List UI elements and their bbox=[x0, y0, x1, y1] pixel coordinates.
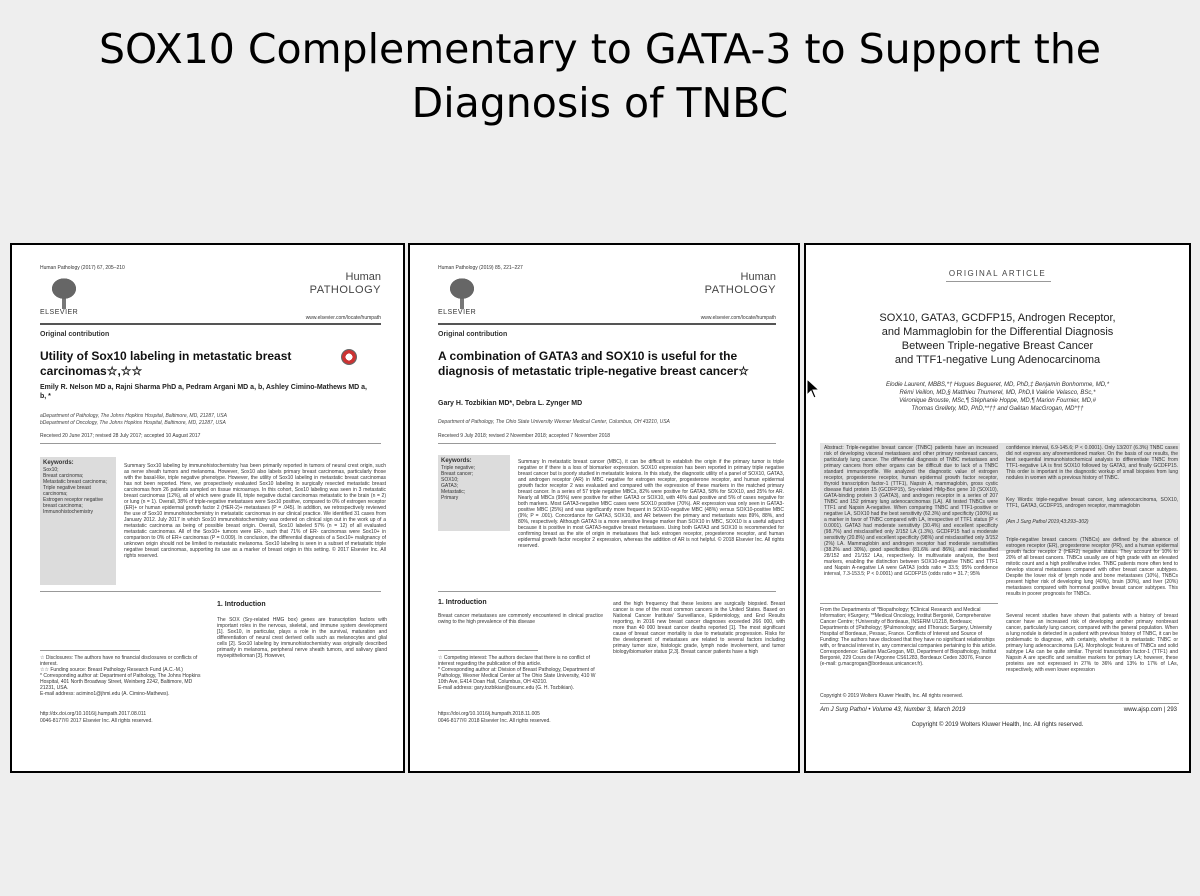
brand-line-1: Human bbox=[740, 271, 776, 283]
footnote: E-mail address: gary.tozbikian@osumc.edu (G. H. Tozbikian). bbox=[438, 685, 575, 691]
journal-brand bbox=[705, 271, 776, 297]
authors: Emily R. Nelson MD a, Rajni Sharma PhD a, Pedram Argani MD a, b, Ashley Cimino-Mathews MD a, b, * bbox=[40, 384, 367, 400]
journal-brand bbox=[310, 271, 381, 297]
affiliation-1: aDepartment of Pathology, The Johns Hopkins Hospital, Baltimore, MD, 21287, USA bbox=[40, 413, 227, 419]
introduction-text: Breast cancer metastases are commonly encountered in clinical practice owing to the high prevalence of this disease bbox=[438, 613, 603, 625]
keyword: Sox10; bbox=[43, 467, 59, 473]
keyword: GATA3; bbox=[441, 483, 459, 489]
section-label: ORIGINAL ARTICLE bbox=[948, 269, 1047, 278]
copyright-bottom: Copyright © 2019 Wolters Kluwer Health, Inc. All rights reserved. bbox=[911, 722, 1084, 728]
title-line: Between Triple-negative Breast Cancer bbox=[901, 340, 1094, 352]
affiliation-1: Department of Pathology, The Ohio State University Wexner Medical Center, Columbus, OH 43210, USA bbox=[438, 419, 670, 425]
abstract-column-2: confidence interval, 6.9-145.6; P < 0.0001). Only 13/207 (6.3%) TNBC cases did not express any aforementioned marker. On the basis of our results, the best sequential immunohistochemical analysis to differentiate TNBC from TTF1-negative LA is first SOX10 followed by GATA3, and finally GCDFP15. This order is important in the diagnostic workup of small biopsies from lung nodules in women with a previous history of TNBC. bbox=[1006, 445, 1178, 481]
body-text: Triple-negative breast cancers (TNBCs) are defined by the absence of estrogen receptor (ER), progesterone receptor (PR), and a human epidermal growth factor receptor 2 (HER2) negative status. They account for 10% to 20% of all breast cancers. TNBCs usually are of high grade with an elevated mitotic count and a high proliferative index. TNBC patients more often tend to develop visceral metastases compared with other breast cancer subtypes. Despite the lower risk of lymph node and bone metastases (10%), TNBCs present higher risk of developing lung (40%), brain (30%), and liver (20%) metastases compared with hormonal positive breast cancer subtypes. This results in poorer prognosis for TNBCs. bbox=[1006, 537, 1178, 597]
footer-journal: Am J Surg Pathol • Volume 43, Number 3, March 2019 bbox=[820, 707, 966, 713]
keyword: Metastatic breast carcinoma; bbox=[43, 479, 107, 485]
affiliation-rule bbox=[820, 603, 998, 604]
title-line: SOX10, GATA3, GCDFP15, Androgen Receptor, bbox=[879, 312, 1116, 324]
header-rule bbox=[40, 323, 381, 325]
section-label: Original contribution bbox=[438, 331, 508, 338]
keyword: SOX10; bbox=[441, 477, 459, 483]
keyword: Metastatic; bbox=[441, 489, 466, 495]
journal-url: www.elsevier.com/locate/humpath bbox=[305, 315, 381, 321]
article-title: A combination of GATA3 and SOX10 is useful for the diagnosis of metastatic triple-negative breast cancer☆ bbox=[438, 349, 749, 378]
citation: (Am J Surg Pathol 2019;43:293–302) bbox=[1006, 519, 1089, 525]
author-line: Elodie Laurent, MBBS,*† Hugues Begueret, MD, PhD,‡ Benjamin Bonhomme, MD,* bbox=[885, 382, 1110, 388]
keyword: Breast cancer; bbox=[441, 471, 474, 477]
doi-link[interactable]: http://dx.doi.org/10.1016/j.humpath.2017.08.011 bbox=[40, 711, 147, 717]
footnote: E-mail address: acimino1@jhmi.edu (A. Cimino-Mathews). bbox=[40, 691, 170, 697]
affiliation-2: bDepartment of Oncology, The Johns Hopkins Hospital, Baltimore, MD, 21287, USA bbox=[40, 420, 226, 426]
copyright-note: Copyright © 2019 Wolters Kluwer Health, Inc. All rights reserved. bbox=[820, 693, 964, 699]
keyword: Immunohistochemistry bbox=[43, 509, 94, 515]
keyword: Breast carcinoma; bbox=[43, 473, 84, 479]
slide-title bbox=[0, 22, 1200, 130]
slide-title-line-1: SOX10 Complementary to GATA-3 to Support the bbox=[98, 25, 1102, 73]
section-rule bbox=[946, 281, 1051, 282]
received-dates: Received 9 July 2018; revised 2 November 2018; accepted 7 November 2018 bbox=[438, 433, 611, 439]
publisher-name: ELSEVIER bbox=[438, 309, 477, 316]
keyword: Primary bbox=[441, 495, 459, 501]
header-rule bbox=[438, 323, 776, 325]
journal-header: Human Pathology (2019) 85, 221–227 bbox=[438, 265, 523, 271]
footnote: ☆ Competing interest: The authors declare that there is no conflict of interest regarding the publication of this article. bbox=[438, 655, 590, 667]
paper-panel-1 bbox=[10, 243, 405, 773]
summary-rule bbox=[438, 591, 776, 592]
keyword: Triple negative; bbox=[441, 465, 475, 471]
introduction-heading: 1. Introduction bbox=[217, 601, 266, 608]
slide-title-line-2: Diagnosis of TNBC bbox=[411, 79, 789, 127]
elsevier-logo bbox=[40, 275, 88, 316]
footnotes bbox=[438, 655, 603, 691]
footer-rule bbox=[820, 703, 1179, 704]
footnote-rule bbox=[40, 650, 140, 651]
section-label: Original contribution bbox=[40, 331, 110, 338]
keyword: Triple negative breast carcinoma; bbox=[43, 485, 91, 497]
keywords-title: Keywords: bbox=[43, 460, 74, 466]
author-line: Véronique Brouste, MSc,¶ Stéphanie Hoppe, MD,¶ Marion Fournier, MD,# bbox=[899, 398, 1096, 404]
introduction-heading: 1. Introduction bbox=[438, 599, 487, 606]
footnote: * Corresponding author at: Division of Breast Pathology, Department of Pathology, Wexner Medical Center at The Ohio State University, 410 W 10th Ave, E414 Doan Hall, Columbus, OH 43210. bbox=[438, 667, 596, 685]
summary-text: Summary In metastatic breast cancer (MBC), it can be difficult to establish the origin if the primary tumor is triple negative or if there is a loss of biomarker expression. SOX10 expression has been reported in primary triple negative breast cancer but is poorly studied in metastatic lesions. In this study, the diagnostic utility of a panel of SOX10, GATA3, and androgen receptor (AR) in MBC negative for estrogen receptor, progesterone receptor, and human epidermal growth factor receptor 2 was evaluated and compared with the expression of these markers in the matched primary breast cancer. In a series of 57 triple negative MBCs, 82% were positive for GATA3, 58% for SOX10, and 25% for AR. Nearly all MBCs (95%) were positive for either GATA3 or SOX10, with 46% dual positive and 5% of cases negative for both markers. Most GATA3-negative MBC cases were SOX10 positive (70%). AR expression was only seen in GATA3-positive MBC (25%) and was significantly more frequent in SOX10-negative MBC (48%) versus SOX10-positive MBC (9%; P = .001). Concordance for GATA3, SOX10, and AR between the primary and metastasis was 89%, 88%, and 80%, respectively. Although GATA3 is a more sensitive lineage marker than SOX10 in MBC, SOX10 is a useful adjunct because it is positive in most GATA3-negative breast metastases. Using both GATA3 and SOX10 is recommended for confirming breast as the site of origin in metastases that lack estrogen receptor, progesterone receptor, and human epidermal growth factor receptor 2 expression, whereas the addition of AR is not helpful. © 2018 Elsevier Inc. All rights reserved. bbox=[518, 459, 784, 549]
title-line: and TTF1-negative Lung Adenocarcinoma bbox=[894, 354, 1101, 366]
footnote: ☆☆ Funding source: Breast Pathology Research Fund (A.C.-M.) bbox=[40, 667, 183, 673]
summary-rule bbox=[40, 591, 381, 592]
issn-line: 0046-8177/© 2017 Elsevier Inc. All rights reserved. bbox=[40, 718, 153, 724]
elsevier-logo bbox=[438, 275, 486, 316]
brand-line-1: Human bbox=[345, 271, 381, 283]
received-rule bbox=[40, 443, 381, 444]
title-line: and Mammaglobin for the Differential Diagnosis bbox=[881, 326, 1114, 338]
author-line: Thomas Grellety, MD, PhD,**†† and Gaëtan MacGrogan, MD*†† bbox=[911, 406, 1084, 412]
received-rule bbox=[438, 443, 776, 444]
article-title: Utility of Sox10 labeling in metastatic breast carcinomas☆,☆☆ bbox=[40, 349, 292, 378]
footnotes bbox=[40, 655, 205, 697]
publisher-name: ELSEVIER bbox=[40, 309, 79, 316]
summary-text: Summary Sox10 labeling by immunohistochemistry has been primarily reported in tumors of neural crest origin, such as nerve sheath tumors and melanoma. However, Sox10 also labels primary breast carcinomas, particularly those with the basal-like, triple negative phenotype. However, the utility of Sox10 labeling in metastatic breast carcinomas has not been reported. Here, we prospectively evaluated Sox10 labeling in surgically resected metastatic breast carcinomas from 26 patients sampled on tissue microarrays. In this cohort, Sox10 labeling was seen in 3 metastatic breast carcinomas (12%), all of which were grade III, triple negative ductal carcinomas metastatic to the brain (n = 2) or lung (n = 1). Overall, 38% of triple-negative metastases were Sox10 positive, compared to 0% of estrogen receptor (ER)+ or human epidermal growth factor 2 (HER-2)+ metastases (P = .045). In addition, we retrospectively reviewed the use of Sox10 immunohistochemistry in metastatic carcinomas in our clinical practice. We identified 31 cases from January 2012. July 2017 in which Sox10 immunohistochemistry was ordered on clinical sign out in the work up of a metastatic carcinoma as being of possible breast origin. Overall, Sox10 labeled 57% (n = 12) of all evaluated metastatic carcinomas. All of the Sox10+ tumors were ER-, such that 71% of ER- carcinomas were Sox10+ in comparison to 0% of ER+ carcinomas (P = 0.009). In conclusion, the differential diagnosis of a Sox10+ malignancy of unknown origin should not be limited to metastatic melanoma. Sox10 labeling is seen in a subset of metastatic triple negative breast carcinomas, supporting its use as a marker of breast origin in this setting. © 2017 Elsevier Inc. All rights reserved. bbox=[124, 463, 386, 559]
crossmark-icon[interactable] bbox=[341, 349, 357, 365]
paper-panel-2 bbox=[408, 243, 800, 773]
paper-panel-3 bbox=[804, 243, 1191, 773]
elsevier-tree-icon bbox=[40, 275, 88, 309]
authors bbox=[806, 381, 1189, 413]
received-dates: Received 20 June 2017; revised 28 July 2017; accepted 10 August 2017 bbox=[40, 433, 201, 439]
abstract-text: Abstract: Triple-negative breast cancer (TNBC) patients have an increased risk of developing visceral metastases and other primary nonbreast cancers, particularly lung cancer. The differential diagnosis of TNBC metastases and primary cancers from other organs can be difficult due to lack of a TNBC standard immunoprofile. We analyzed the diagnostic value of estrogen receptor, progesterone receptor, human epidermal growth factor receptor, thyroid transcription factor-1 (TTF1), Napsin A, mammaglobin, gross cystic disease fluid protein 15 (GCDFP15), Sry-related HMg-Box gene 10 (SOX10), GATA-binding protein 3 (GATA3), and androgen receptor in a series of 207 TNBC and 152 primary lung adenocarcinomas (LA). All tested TNBCs were TTF1 and Napsin A-negative. When comparing TNBC and TTF1-positive or negative LA, SOX10 had the best sensitivity (62.3%) and specificity (100%) as a marker in favor of TNBC compared with LA, irrespective of TTF1 status (P < 0.0001). GATA3 had moderate sensitivity (30.4%) and excellent specificity (98.7%) and misclassified only 2/152 LA (1.3%). GCDFP15 had a moderate sensitivity (20.8%) and excellent specificity (98%) and misclassified only 3/152 (2%) LA. Mammaglobin and androgen receptor had moderate sensitivities (38.2% and 30%), good specificities (81.6% and 86%), and misclassified 28/152 and 21/152 LAs, respectively. In multivariate analysis, the best markers, enabling the distinction between SOX10-negative TNBC and TTF1 and Napsin A-negative LA were GATA3 (odds ratio = 33.5; 95% confidence interval, 7.3-153.5; P < 0.0001) and GCDFP15 (odds ratio = 31.7; 95% bbox=[824, 445, 998, 577]
issn-line: 0046-8177/© 2018 Elsevier Inc. All rights reserved. bbox=[438, 718, 551, 724]
brand-line-2: PATHOLOGY bbox=[704, 284, 776, 296]
elsevier-tree-icon bbox=[438, 275, 486, 309]
body-text-continued: Several recent studies have shown that patients with a history of breast cancer have an increased risk of developing another primary nonbreast cancer, particularly lung cancer, compared with the general population. When a lung nodule is detected in a patient with previous history of TNBC, it can be problematic to diagnose, with certainty, whether it is metastatic TNBC or primary lung adenocarcinoma (LA). Morphologic features of TNBCs and solid subtype LAs can be quite similar. Thyroid transcription factor-1 (TTF1) and Napsin A are specific and sensitive markers for primary LA; however, these proteins are not expressed in 27% to 36% and 13% to 17% of LAs, respectively, with even lower expression bbox=[1006, 613, 1178, 673]
footnote: ☆ Disclosures: The authors have no financial disclosures or conflicts of interest. bbox=[40, 655, 198, 667]
journal-url: www.elsevier.com/locate/humpath bbox=[700, 315, 776, 321]
affiliation-block: From the Departments of *Biopathology; ¶Clinical Research and Medical Information; #Surgery; **Medical Oncology, Institut Bergonié, Comprehensive Cancer Centre; †University of Bordeaux, INSERM U1218, Bordeaux; Departments of ‡Pathology; §Pulmonology; and ‖Thoracic Surgery, University Hospital of Bordeaux, Pessac, France. Conflicts of Interest and Source of Funding: The authors have disclosed that they have no significant relationships with, or financial interest in, any commercial companies pertaining to this article. Correspondence: Gaëtan MacGrogan, MD, Department of Biopathology, Institut Bergonié, 229 Cours de l'Argonne CS61283, Bordeaux Cedex 33076, France (e-mail: g.macgrogan@bordeaux.unicancer.fr). bbox=[820, 607, 997, 667]
article-title bbox=[806, 311, 1189, 367]
doi-link[interactable]: https://doi.org/10.1016/j.humpath.2018.11.005 bbox=[438, 711, 540, 717]
keywords-box bbox=[40, 457, 116, 585]
keywords-title: Keywords: bbox=[441, 458, 472, 464]
footnote: * Corresponding author at: Department of Pathology, The Johns Hopkins Hospital, 401 North Broadway Street, Weinberg 2242, Baltimore, MD 21231, USA. bbox=[40, 673, 201, 691]
mouse-cursor-icon bbox=[806, 378, 820, 400]
brand-line-2: PATHOLOGY bbox=[309, 284, 381, 296]
keyword: Estrogen receptor negative breast carcinoma; bbox=[43, 497, 104, 509]
introduction-text: The SOX (Sry-related HMG box) genes are transcription factors with important roles in the nervous, skeletal, and immune system development [1]. Sox10, in particular, plays a role in the survival, maturation and differentiation of neural crest derived cells such as melanocytes and glial cells [2]. Sox10 labeling by immunohistochemistry was originally described primarily in melanoma, peripheral nerve sheath tumors, and salivary gland myoepithelioman [3]. However, bbox=[217, 617, 387, 659]
introduction-column-2: and the high frequency that these lesions are surgically biopsied. Breast cancer is one of the most common cancers in the United States. Based on National Cancer Institute/ Surveillance, Epidemiology, and End Results reporting, in 2016 new breast cancer diagnoses exceeded 266 000, with more than 40 000 breast cancer deaths reported [1]. The most significant cause of breast cancer mortality is due to metastatic progression. Risks for the development of metastases are related to several factors including primary tumor size, histologic grade, lymph node involvement, and tumor biology/biomarker status [2,3]. Breast cancer patients have a high bbox=[613, 601, 785, 655]
footnote-rule bbox=[438, 650, 538, 651]
footer-page: www.ajsp.com | 293 bbox=[1123, 707, 1177, 713]
authors: Gary H. Tozbikian MD*, Debra L. Zynger MD bbox=[438, 400, 583, 407]
journal-header: Human Pathology (2017) 67, 205–210 bbox=[40, 265, 125, 271]
key-words: Key Words: triple-negative breast cancer, lung adenocarcinoma, SOX10, TTF1, GATA3, GCDFP15, androgen receptor, mammaglobin bbox=[1006, 497, 1178, 509]
keywords-box bbox=[438, 455, 510, 531]
author-line: Rémi Veillon, MD,§ Matthieu Thumerel, MD, PhD,‖ Valérie Velasco, BSc,* bbox=[899, 390, 1096, 396]
